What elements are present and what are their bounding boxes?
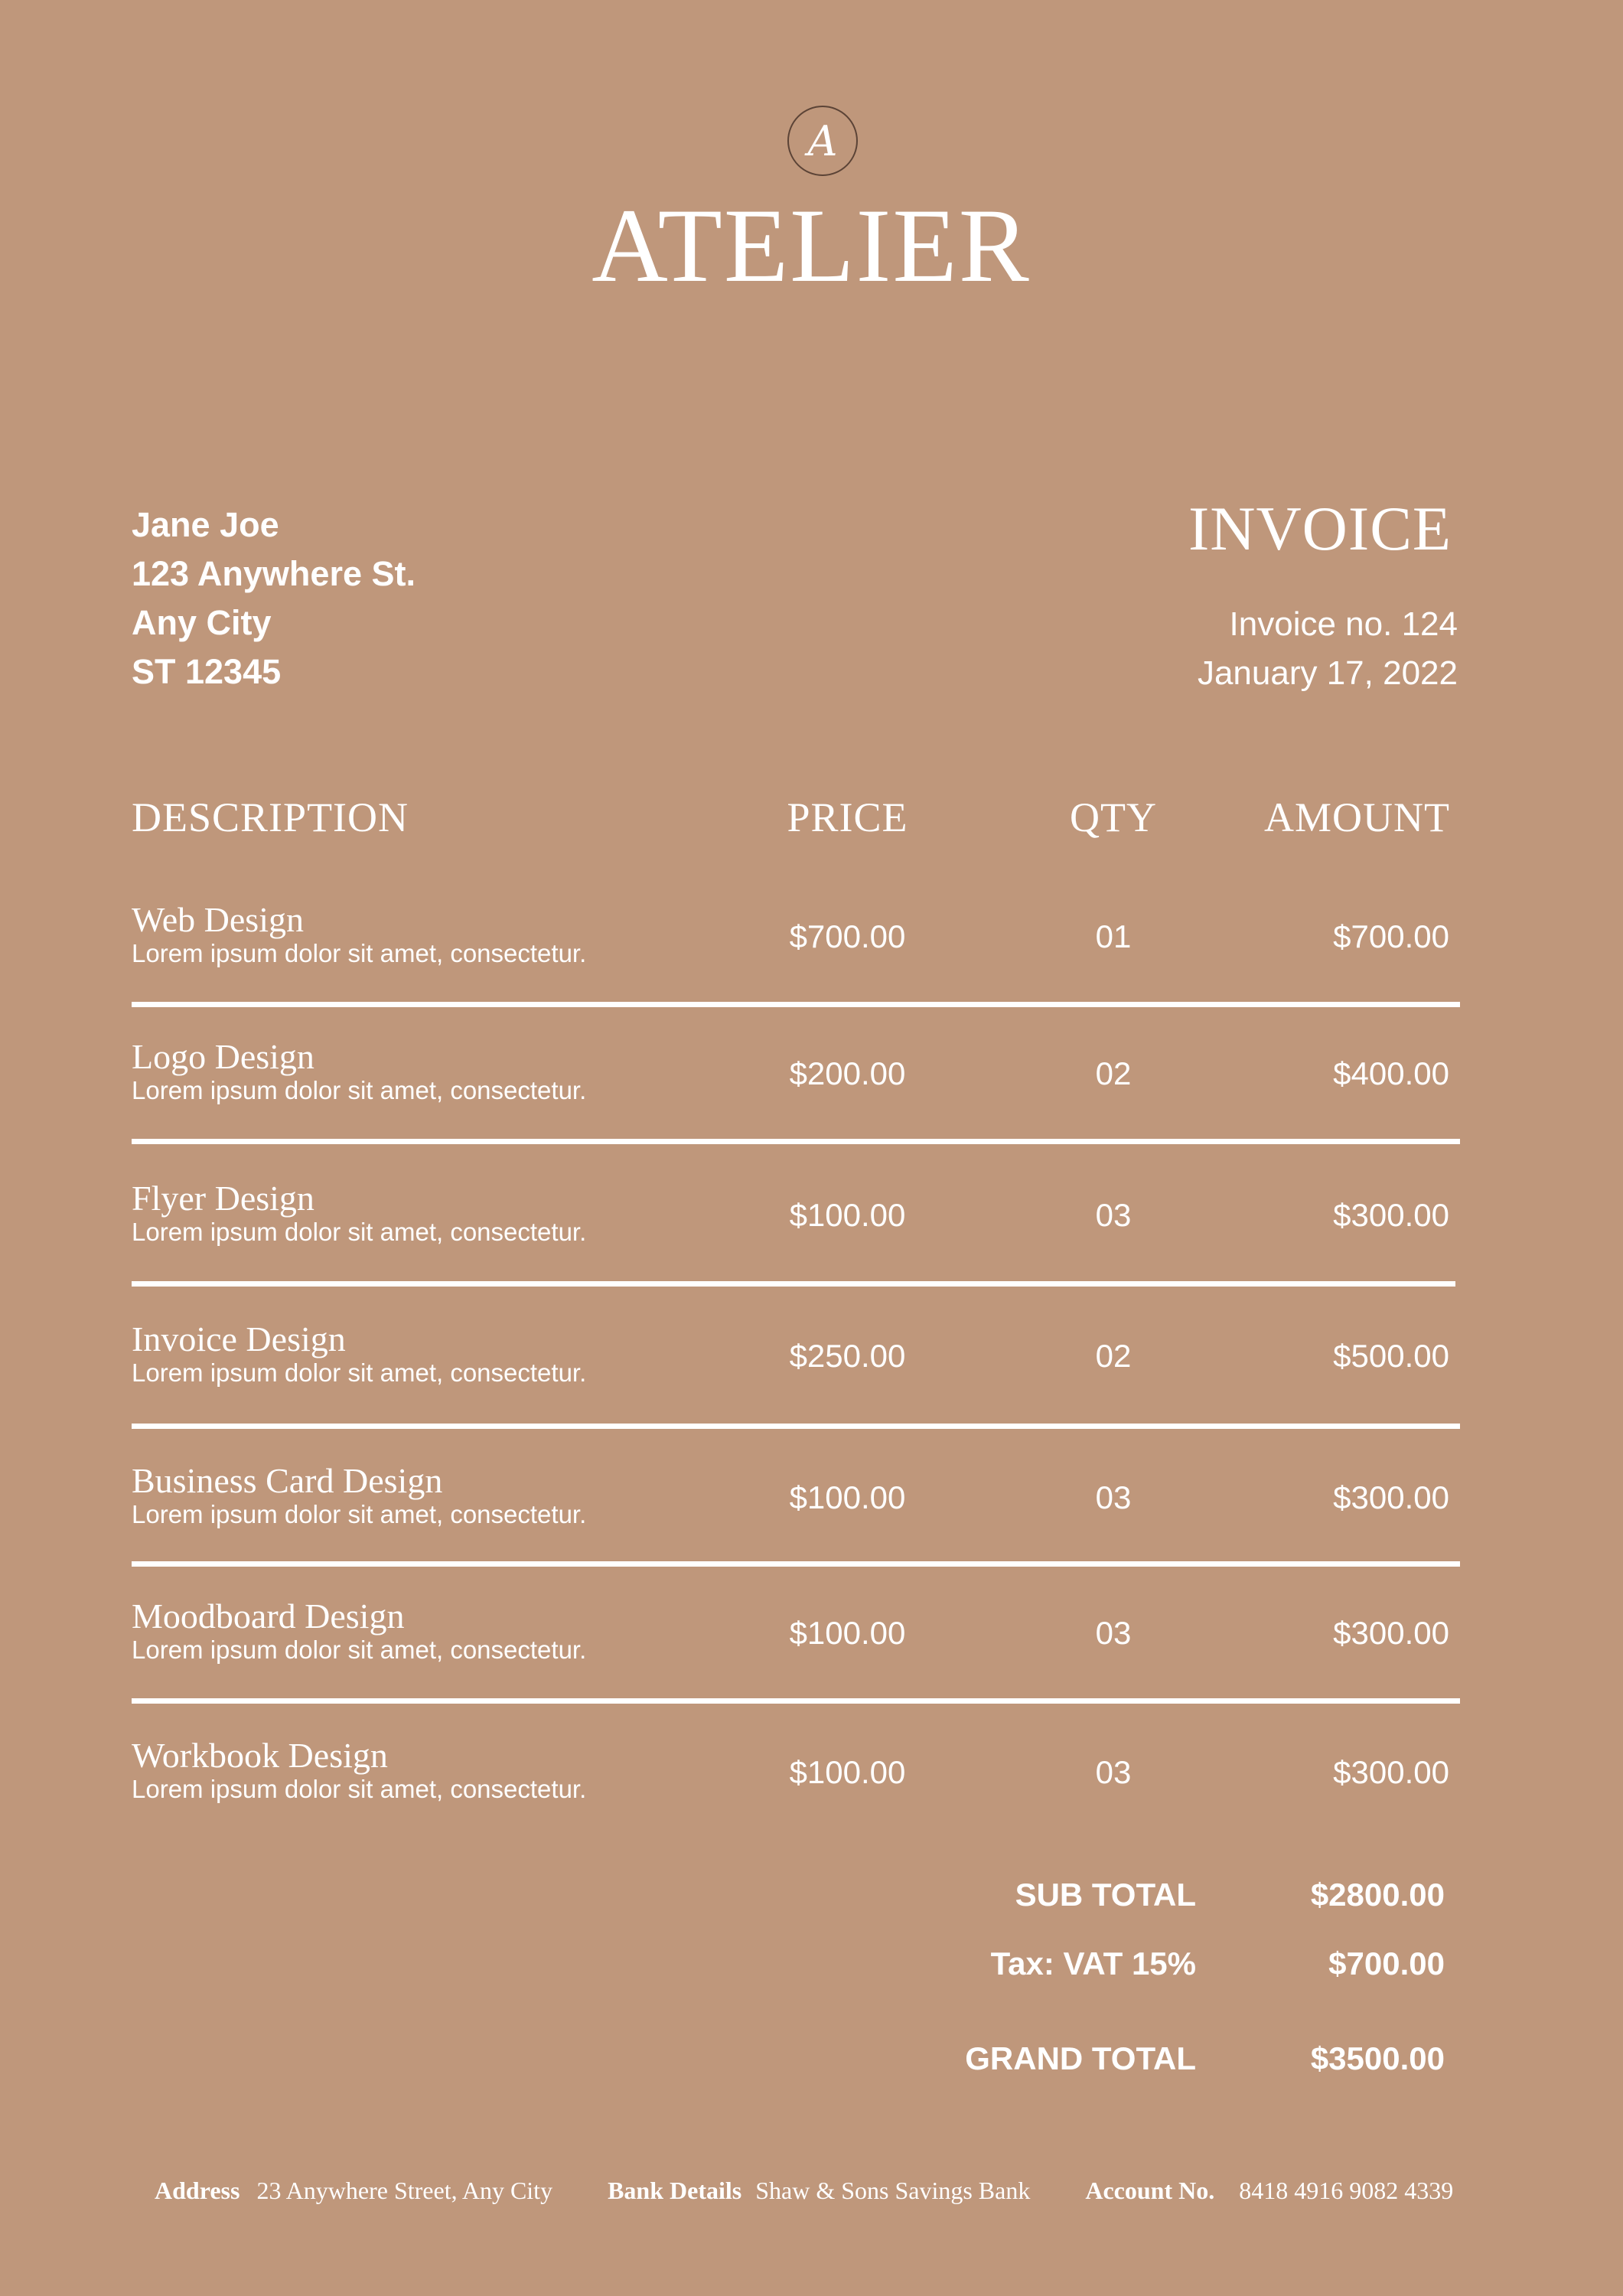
client-state-zip: ST 12345 (132, 652, 282, 691)
item-amount: $300.00 (1333, 1197, 1449, 1233)
subtotal-label: SUB TOTAL (1015, 1877, 1196, 1913)
header-amount: AMOUNT (1264, 794, 1450, 840)
footer-account-label: Account No. (1085, 2177, 1215, 2204)
item-title: Invoice Design (132, 1319, 346, 1358)
footer-address-value: 23 Anywhere Street, Any City (256, 2177, 553, 2204)
item-price: $100.00 (789, 1754, 906, 1790)
item-amount: $400.00 (1333, 1055, 1449, 1091)
client-city: Any City (132, 603, 272, 642)
item-amount: $700.00 (1333, 918, 1449, 954)
item-qty: 02 (1095, 1055, 1132, 1091)
row-divider (132, 1139, 1460, 1144)
item-amount: $300.00 (1333, 1615, 1449, 1651)
item-amount: $500.00 (1333, 1338, 1449, 1374)
item-amount: $300.00 (1333, 1754, 1449, 1790)
item-qty: 02 (1095, 1338, 1132, 1374)
item-qty: 03 (1095, 1197, 1132, 1233)
item-qty: 03 (1095, 1754, 1132, 1790)
item-title: Web Design (132, 900, 304, 939)
tax-label: Tax: VAT 15% (990, 1945, 1196, 1981)
row-divider (132, 1281, 1455, 1287)
item-price: $100.00 (789, 1615, 906, 1651)
table-row (132, 1734, 1460, 1826)
invoice-meta (1198, 600, 1458, 698)
row-divider (132, 1698, 1460, 1704)
row-divider (132, 1561, 1460, 1567)
item-title: Flyer Design (132, 1179, 314, 1218)
item-price: $250.00 (789, 1338, 906, 1374)
monogram-letter: A (807, 116, 838, 165)
invoice-date: January 17, 2022 (1197, 654, 1458, 692)
invoice-title: INVOICE (1188, 494, 1452, 563)
item-amount: $300.00 (1333, 1479, 1449, 1515)
grand-total-value: $3500.00 (1310, 2040, 1445, 2076)
item-price: $200.00 (789, 1055, 906, 1091)
item-price: $700.00 (789, 918, 906, 954)
item-description: Lorem ipsum dolor sit amet, consectetur. (132, 939, 587, 967)
item-title: Moodboard Design (132, 1596, 405, 1636)
table-row (132, 1595, 1460, 1687)
table-row (132, 1459, 1460, 1551)
header-price: PRICE (787, 794, 908, 840)
grand-total-label: GRAND TOTAL (965, 2040, 1196, 2076)
footer-bank-label: Bank Details (608, 2177, 742, 2204)
item-description: Lorem ipsum dolor sit amet, consectetur. (132, 1500, 587, 1528)
footer-bank-value: Shaw & Sons Savings Bank (755, 2177, 1031, 2204)
item-price: $100.00 (789, 1197, 906, 1233)
footer-account-value: 8418 4916 9082 4339 (1239, 2177, 1454, 2204)
subtotal-value: $2800.00 (1310, 1877, 1445, 1913)
header-qty: QTY (1070, 794, 1157, 840)
item-title: Workbook Design (132, 1736, 388, 1775)
item-description: Lorem ipsum dolor sit amet, consectetur. (132, 1358, 587, 1387)
row-divider (132, 1002, 1460, 1007)
item-price: $100.00 (789, 1479, 906, 1515)
brand-name: ATELIER (592, 187, 1031, 304)
header-description: DESCRIPTION (132, 794, 409, 840)
footer-address-label: Address (155, 2177, 240, 2204)
client-address (132, 501, 416, 696)
item-description: Lorem ipsum dolor sit amet, consectetur. (132, 1218, 587, 1246)
item-title: Logo Design (132, 1037, 314, 1076)
item-description: Lorem ipsum dolor sit amet, consectetur. (132, 1636, 587, 1664)
item-title: Business Card Design (132, 1461, 443, 1500)
invoice-number: Invoice no. 124 (1229, 605, 1458, 643)
item-qty: 01 (1095, 918, 1132, 954)
client-name: Jane Joe (132, 505, 279, 544)
item-description: Lorem ipsum dolor sit amet, consectetur. (132, 1775, 587, 1803)
table-row (132, 1177, 1460, 1269)
item-qty: 03 (1095, 1479, 1132, 1515)
item-qty: 03 (1095, 1615, 1132, 1651)
monogram-logo (787, 106, 858, 176)
row-divider (132, 1424, 1460, 1429)
footer (155, 2174, 1486, 2207)
table-row (132, 1318, 1460, 1410)
tax-value: $700.00 (1328, 1945, 1445, 1981)
item-description: Lorem ipsum dolor sit amet, consectetur. (132, 1076, 587, 1104)
client-street: 123 Anywhere St. (132, 554, 416, 593)
table-row (132, 1035, 1460, 1127)
table-row (132, 899, 1460, 990)
